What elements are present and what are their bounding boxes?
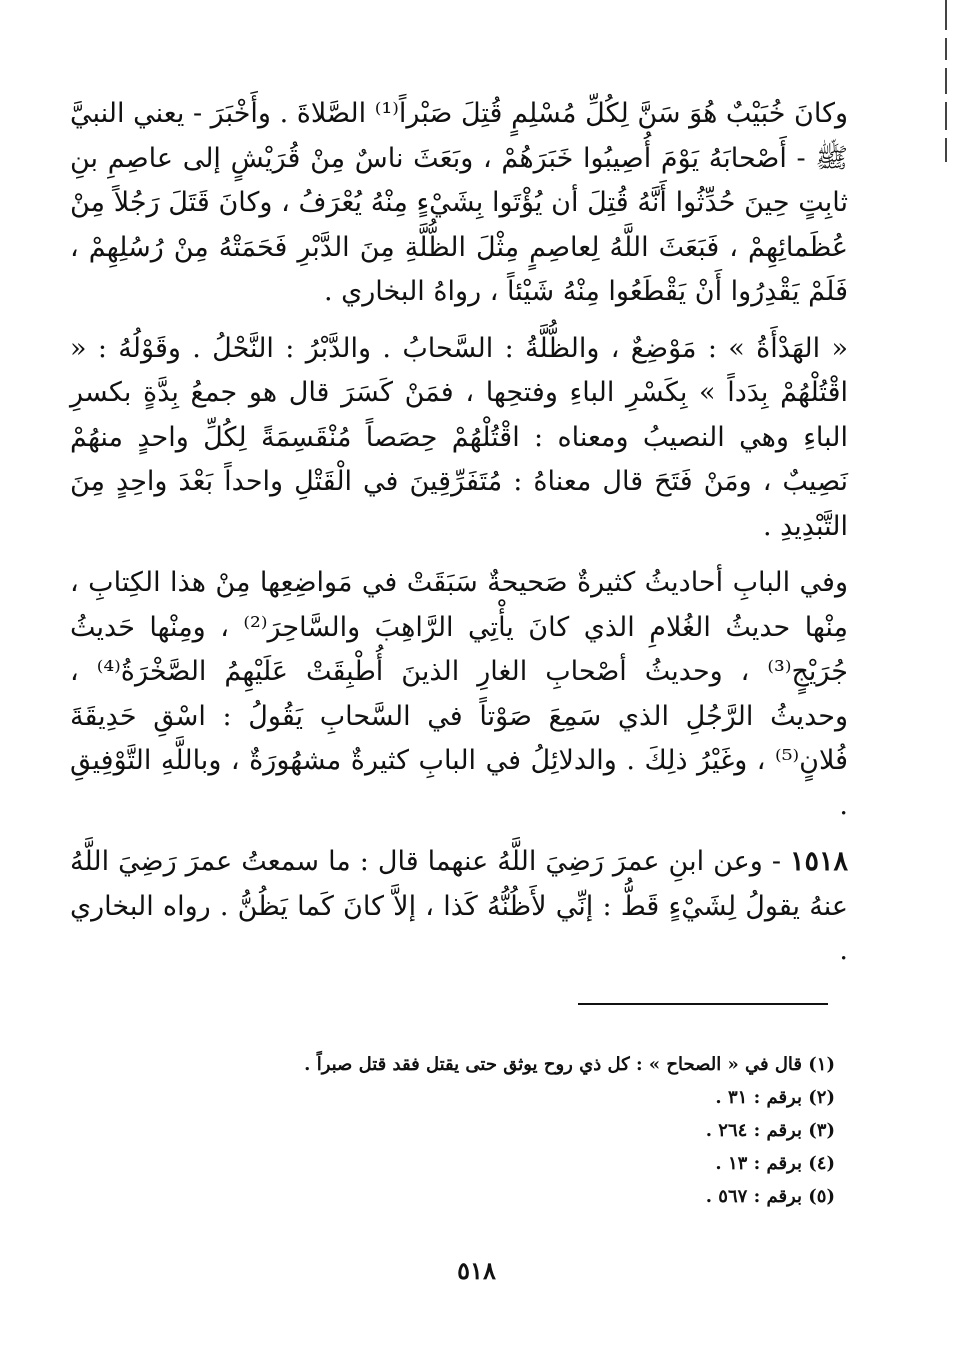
page-body (70, 92, 848, 974)
page-number: ٥١٨ (457, 1256, 496, 1285)
scan-edge-mark (945, 68, 947, 94)
footnote-1: (١) قال في « الصحاح » : كل ذي روح يوثق حتى يقتل فقد قتل صبراً . (304, 1054, 835, 1075)
scan-edge-mark (945, 102, 947, 130)
footnote-separator (578, 1003, 828, 1005)
hadith-number: ١٥١٨ (789, 846, 848, 877)
footnote-3: (٣) برقم : ٢٦٤ . (705, 1120, 835, 1141)
footnote-5: (٥) برقم : ٥٦٧ . (705, 1186, 835, 1207)
paragraph-glossary: « الهَدْأَةُ » : مَوْضِعٌ ، والظُّلَّةُ : السَّحابُ . والدَّبْرُ : النَّحْلُ . وقَوْلُهُ : « اقْتُلْهُمْ بِدَداً » بِكَسْرِ الباءِ وفتحِها ، فمَنْ كَسَرَ قال هو جمعُ بِدَّةٍ بكسرِ الباءِ وهي النصيبُ ومعناه : اقْتُلْهُمْ حِصَصاً مُنْقَسِمَةً لِكُلِّ واحدٍ منهُمْ نَصِيبٌ ، ومَنْ فَتَحَ قال معناهُ : مُتَفَرِّقِينَ في الْقَتْلِ واحداً بَعْدَ واحِدٍ مِنَ التَّبْدِيدِ . (70, 332, 848, 542)
paragraph-chapter-hadiths: وفي البابِ أحاديثُ كثيرةٌ صَحيحةٌ سَبَقَتْ في مَواضِعِها مِنْ هذا الكِتابِ ، مِنْها حديثُ الغُلامِ الذي كانَ يأْتِي الرَّاهِبَ والسَّاحِرَ⁽²⁾ ، ومِنْها حَديثُ جُرَيْجٍ⁽³⁾ ، وحديثُ أصْحابِ الغارِ الذينَ أُطْبِقَتْ عَلَيْهِمُ الصَّخْرَةُ⁽⁴⁾ ، وحديثُ الرَّجُلِ الذي سَمِعَ صَوْتاً في السَّحابِ يَقُولُ : اسْقِ حَدِيقَةَ فُلانٍ⁽⁵⁾ ، وغَيْرُ ذلِكَ . والدلائِلُ في البابِ كثيرةٌ مشهُورَةٌ ، وباللَّهِ التَّوْفِيقِ . (70, 567, 848, 821)
scan-edge-mark (945, 0, 947, 30)
hadith-text: - وعن ابنِ عمرَ رَضِيَ اللَّهُ عنهما قال : ما سمعتُ عمرَ رَضِيَ اللَّهُ عنهُ يقولُ لِشَيْءٍ قَطُّ : إنِّي لأَظُنُّهُ كَذا ، إلاَّ كانَ كَما يَظُنُّ . رواه البخاري . (70, 846, 848, 966)
scan-edge-mark (945, 138, 947, 162)
footnote-4: (٤) برقم : ١٣ . (715, 1153, 835, 1174)
footnote-2: (٢) برقم : ٣١ . (715, 1087, 835, 1108)
footnotes (135, 1048, 835, 1213)
scan-edge-mark (945, 38, 947, 60)
paragraph-khubayb: وكانَ خُبَيْبٌ هُوَ سَنَّ لِكُلِّ مُسْلِمٍ قُتِلَ صَبْراً⁽¹⁾ الصَّلاةَ . وأَخْبَرَ - يعني النبيَّ ﷺ - أَصْحابَهُ يَوْمَ أُصِيبُوا خَبَرَهُمْ ، وبَعَثَ ناسٌ مِنْ قُرَيْشٍ إلى عاصِمِ بنِ ثابِتٍ حِينَ حُدِّثُوا أَنَّهُ قُتِلَ أن يُؤْتَوا بِشَيْءٍ مِنْهُ يُعْرَفُ ، وكانَ قَتَلَ رَجُلاً مِنْ عُظَمائِهِمْ ، فَبَعَثَ اللَّهُ لِعاصِمٍ مِثْلَ الظُّلَّةِ مِنَ الدَّبْرِ فَحَمَتْهُ مِنْ رُسُلِهِمْ ، فَلَمْ يَقْدِرُوا أَنْ يَقْطَعُوا مِنْهُ شَيْئاً ، رواهُ البخاري . (70, 98, 848, 307)
paragraph-hadith-1518 (70, 840, 848, 974)
